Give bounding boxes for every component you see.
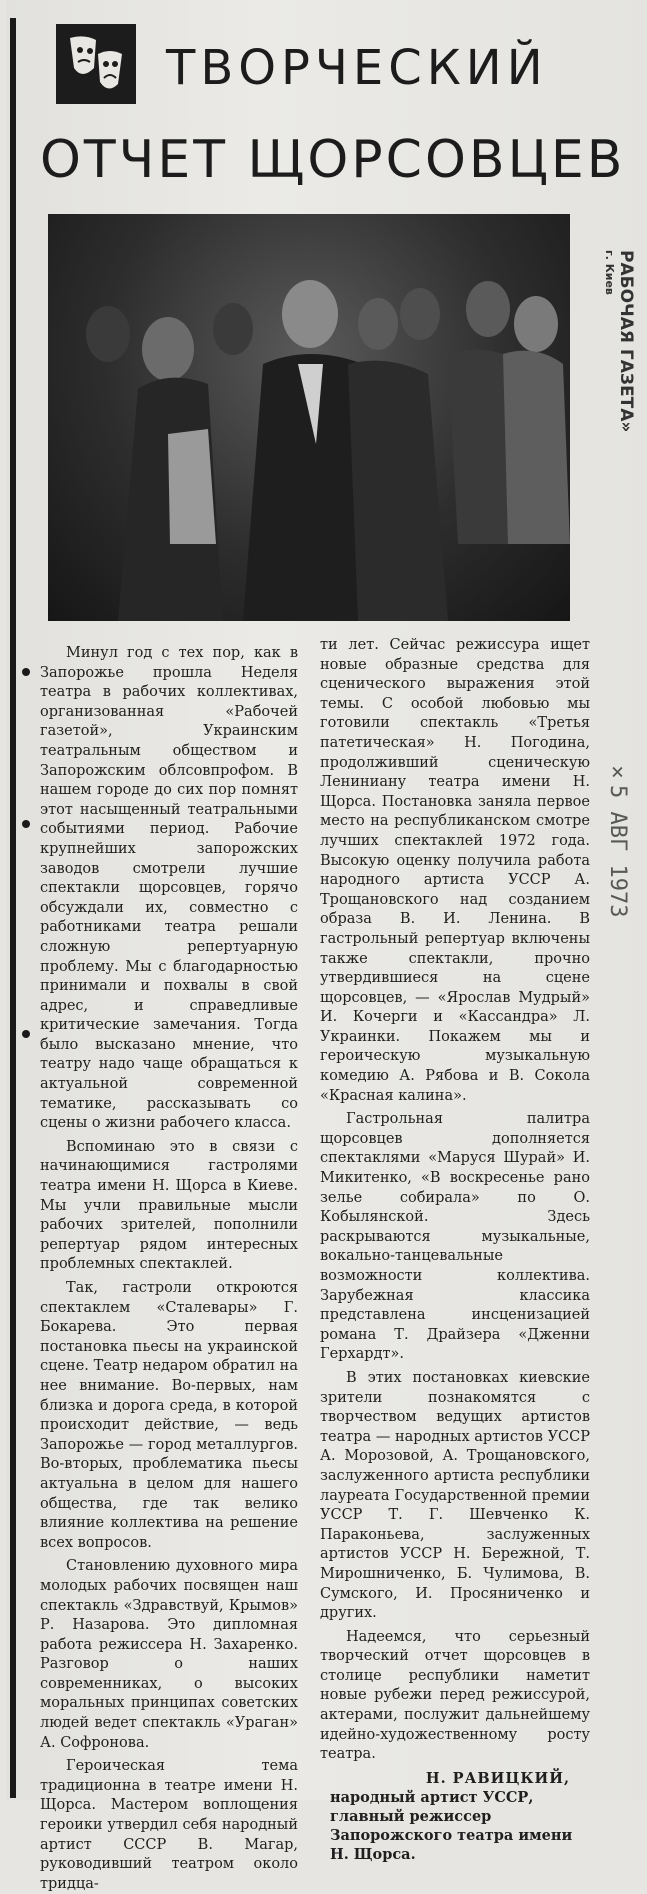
author-signature <box>320 1769 590 1864</box>
paragraph: Надеемся, что серьезный творческий отчет щорсовцев в столице республики наметит новые рубежи перед режиссурой, актерами, послужит дальнейшему идейно-художественному росту театра. <box>320 1628 590 1763</box>
paragraph: Минул год с тех пор, как в Запорожье прошла Неделя театра в рабочих коллективах, организованная «Рабочей газетой», Украинским театральным обществом и Запорожским облсовпрофом. В нашем городе до сих пор помнят этот насыщенный театральными событиями период. Рабочие крупнейших запорожских заводов смотрели лучшие спектакли щорсовцев, горячо обсуждали их, совместно с работниками театра решали сложную репертуарную проблему. Мы с благодарностью принимали и похвалы в свой адрес, и справедливые критические замечания. Тогда было высказано мнение, что театру надо чаще обращаться к актуальной современной тематике, рассказывать со сцены о жизни рабочего класса. <box>40 645 298 1132</box>
article-photo <box>48 214 570 621</box>
author-title-line: народный артист УССР, <box>330 1788 534 1806</box>
headline-line1: ТВОРЧЕСКИЙ <box>166 40 548 96</box>
newspaper-source-stamp: РАБОЧАЯ ГАЗЕТА» г. Киев <box>603 250 636 433</box>
paragraph: Героическая тема традиционна в театре имени Н. Щорса. Мастером воплощения героики утвердил себя народный артист СССР В. Магар, руководивший театром около тридца- <box>40 1758 298 1892</box>
hole-punch-mark <box>22 668 30 676</box>
paragraph: Так, гастроли откроются спектаклем «Сталевары» Г. Бокарева. Это первая постановка пьесы на украинской сцене. Театр недаром обратил на нее внимание. Во-первых, нам близка и дорога среда, в которой происходит действие, — ведь Запорожье — город металлургов. Во-вторых, проблематика пьесы актуальна в целом для нашего общества, где так велико влияние коллектива на решение всех вопросов. <box>40 1280 298 1551</box>
margin-rule <box>10 18 16 1798</box>
author-name: Н. РАВИЦКИЙ, <box>425 1769 570 1787</box>
author-title-line: главный режиссер Запорожского театра имени <box>330 1807 573 1844</box>
headline-line2: ОТЧЕТ ЩОРСОВЦЕВ <box>40 130 626 190</box>
article-column-1 <box>40 644 298 1892</box>
paragraph: ти лет. Сейчас режиссура ищет новые образные средства для сценического выражения этой темы. С особой любовью мы готовили спектакль «Третья патетическая» Н. Погодина, продолживший сценическую Лениниану театра имени Н. Щорса. Постановка заняла первое место на республиканском смотре лучших спектаклей 1972 года. Высокую оценку получила работа народного артиста УССР А. Трощановского над созданием образа В. И. Ленина. В гастрольный репертуар включены также спектакли, прочно утвердившиеся на сцене щорсовцев, — «Ярослав Мудрый» И. Кочерги и «Кассандра» Л. Украинки. Покажем мы и героическую музыкальную комедию А. Рябова и В. Сокола «Красная калина». <box>320 637 590 1104</box>
paragraph: В этих постановках киевские зрители познакомятся с творчеством ведущих артистов театра — народных артистов УССР А. Морозовой, А. Трощановского, заслуженного артиста республики лауреата Государственной премии УССР Т. Г. Шевченко К. Параконьева, заслуженных артистов УССР Н. Бережной, Т. Мирошниченко, Б. Чулимова, В. Сумского, И. Просяниченко и других. <box>320 1369 590 1622</box>
hole-punch-mark <box>22 1030 30 1038</box>
article-column-2 <box>320 636 590 1863</box>
paragraph: Вспоминаю это в связи с начинающимися гастролями театра имени Н. Щорса в Киеве. Мы учли правильные мысли рабочих зрителей, пополнили репертуар рядом интересных проблемных спектаклей. <box>40 1138 298 1273</box>
paragraph: Становлению духовного мира молодых рабочих посвящен наш спектакль «Здравствуй, Крымов» Р. Назарова. Это дипломная работа режиссера Н. Захаренко. Разговор о наших современниках, о высоких моральных принципах советских людей ведет спектакль «Ураган» А. Софронова. <box>40 1558 298 1751</box>
hole-punch-mark <box>22 820 30 828</box>
theatre-masks-icon <box>56 24 136 104</box>
paragraph: Гастрольная палитра щорсовцев дополняется спектаклями «Маруся Шурай» И. Микитенко, «В воскресенье рано зелье собирала» по О. Кобылянской. Здесь раскрываются музыкальные, вокально-танцевальные возможности коллектива. Зарубежная классика представлена инсценизацией романа Т. Драйзера «Дженни Герхардт». <box>320 1111 590 1363</box>
date-stamp: ×5 АВГ 1973 <box>605 760 630 918</box>
author-title-line: Н. Щорса. <box>330 1845 416 1863</box>
